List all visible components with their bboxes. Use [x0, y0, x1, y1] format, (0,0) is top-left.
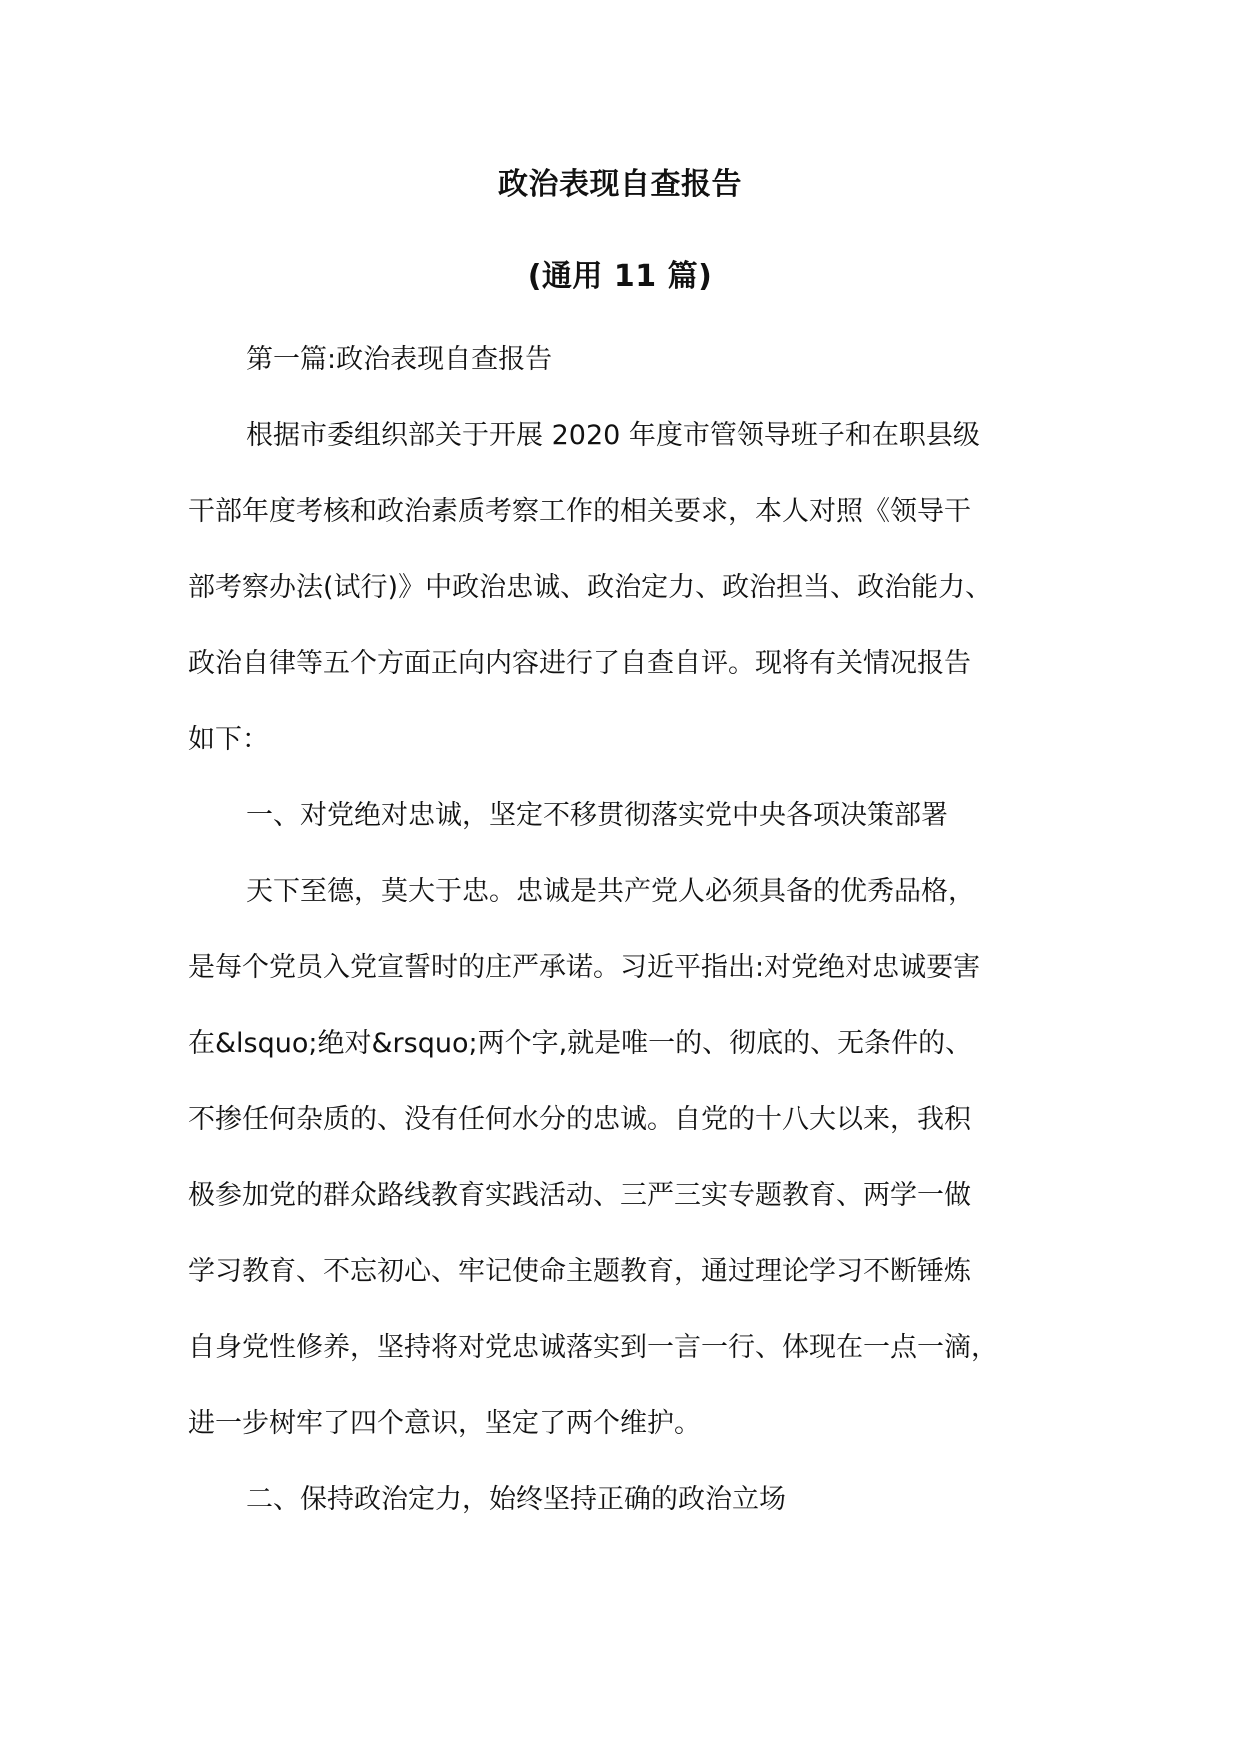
- point-one-heading: 一、对党绝对忠诚，坚定不移贯彻落实党中央各项决策部署: [246, 800, 948, 831]
- document-title: 政治表现自查报告: [498, 167, 742, 202]
- paragraph-line: 自身党性修养，坚持将对党忠诚落实到一言一行、体现在一点一滴，: [188, 1332, 998, 1363]
- paragraph-line: 不掺任何杂质的、没有任何水分的忠诚。自党的十八大以来，我积: [188, 1104, 971, 1135]
- point-one-paragraph: [188, 854, 1058, 1462]
- paragraph-line: 进一步树牢了四个意识，坚定了两个维护。: [188, 1408, 701, 1439]
- paragraph-line: 天下至德，莫大于忠。忠诚是共产党人必须具备的优秀品格，: [246, 876, 975, 907]
- document-subtitle: (通用 11 篇): [527, 259, 713, 294]
- section-heading: 第一篇:政治表现自查报告: [246, 344, 553, 375]
- paragraph-line: 部考察办法(试行)》中政治忠诚、政治定力、政治担当、政治能力、: [188, 572, 993, 603]
- paragraph-line: 是每个党员入党宣誓时的庄严承诺。习近平指出:对党绝对忠诚要害: [188, 952, 981, 983]
- paragraph-line: 根据市委组织部关于开展 2020 年度市管领导班子和在职县级: [246, 420, 980, 451]
- intro-paragraph: [188, 398, 1058, 778]
- paragraph-line: 极参加党的群众路线教育实践活动、三严三实专题教育、两学一做: [188, 1180, 971, 1211]
- paragraph-line: 如下：: [188, 724, 269, 755]
- paragraph-line: 干部年度考核和政治素质考察工作的相关要求，本人对照《领导干: [188, 496, 971, 527]
- document-body: [188, 322, 1058, 1538]
- paragraph-line: 在&lsquo;绝对&rsquo;两个字,就是唯一的、彻底的、无条件的、: [188, 1028, 973, 1059]
- point-two-heading: 二、保持政治定力，始终坚持正确的政治立场: [246, 1484, 786, 1515]
- paragraph-line: 政治自律等五个方面正向内容进行了自查自评。现将有关情况报告: [188, 648, 971, 679]
- paragraph-line: 学习教育、不忘初心、牢记使命主题教育，通过理论学习不断锤炼: [188, 1256, 971, 1287]
